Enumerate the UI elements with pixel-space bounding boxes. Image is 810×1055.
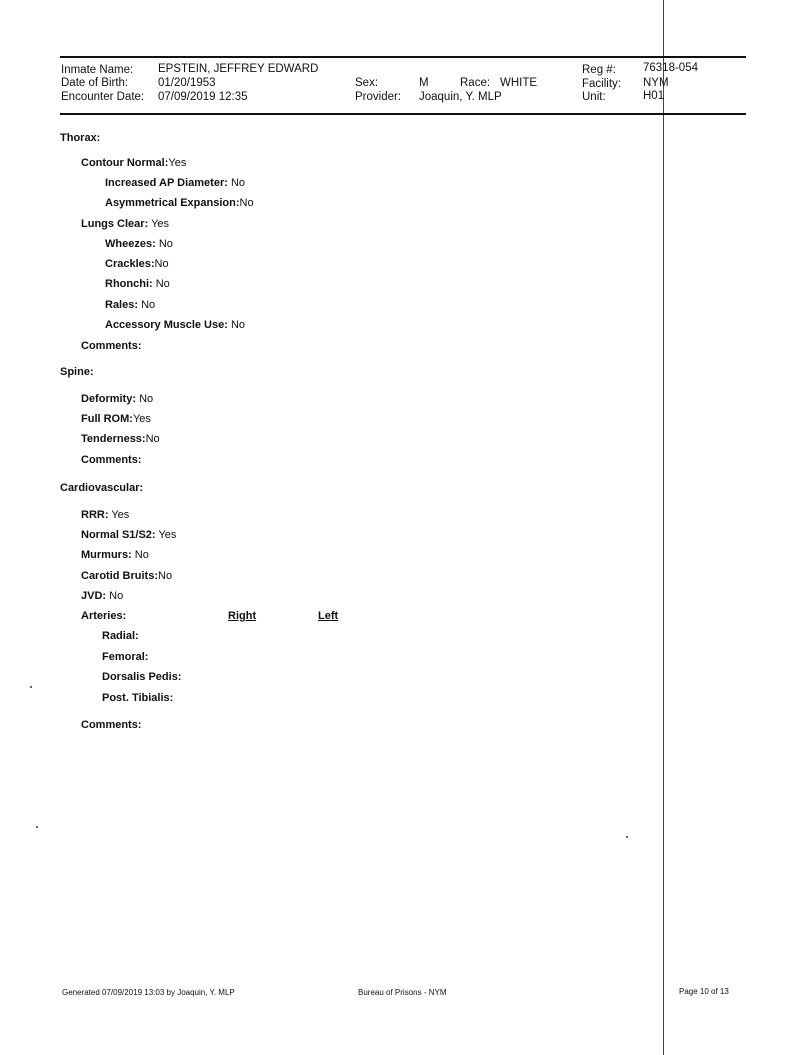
section-title-cardiovascular: Cardiovascular: xyxy=(60,482,144,494)
field-label: Comments: xyxy=(81,454,142,466)
field-value: No xyxy=(230,177,246,189)
field-value: No xyxy=(141,299,156,311)
page-number: Page 10 of 13 xyxy=(679,987,729,996)
field-label: Comments: xyxy=(81,340,142,352)
field-post-tibialis xyxy=(102,692,173,704)
field-arteries xyxy=(81,610,126,622)
field-rhonchi xyxy=(105,278,170,290)
scan-speck xyxy=(30,686,32,688)
field-value: No xyxy=(239,197,254,209)
provider: Joaquin, Y. MLP xyxy=(419,91,502,103)
field-murmurs xyxy=(81,549,149,561)
encounter-date: 07/09/2019 12:35 xyxy=(158,91,248,103)
field-comments xyxy=(81,340,142,352)
field-label: Rales: xyxy=(105,299,139,311)
field-value: No xyxy=(158,238,173,250)
header-bottom-rule xyxy=(60,113,746,115)
field-normal-s1-s2 xyxy=(81,529,176,541)
generated-note: Generated 07/09/2019 13:03 by Joaquin, Y. MLP xyxy=(62,988,235,997)
sex-label: Sex: xyxy=(355,77,379,89)
inmate-name: EPSTEIN, JEFFREY EDWARD xyxy=(158,63,319,75)
sex: M xyxy=(419,77,429,89)
field-label: Asymmetrical Expansion: xyxy=(105,197,240,209)
field-value: Yes xyxy=(168,157,187,169)
field-label: Crackles: xyxy=(105,258,155,270)
field-wheezes xyxy=(105,238,173,250)
field-value: No xyxy=(134,549,149,561)
field-tenderness xyxy=(81,433,160,445)
field-label: Contour Normal: xyxy=(81,157,169,169)
header-top-rule xyxy=(60,56,746,58)
field-label: Radial: xyxy=(102,630,139,642)
field-value: No xyxy=(109,590,124,602)
field-value: No xyxy=(158,570,173,582)
column-header-left: Left xyxy=(318,610,339,622)
field-label: Increased AP Diameter: xyxy=(105,177,228,189)
section-title-spine: Spine: xyxy=(60,366,94,378)
field-comments xyxy=(81,719,142,731)
field-value: Yes xyxy=(132,413,151,425)
dob-label: Date of Birth: xyxy=(61,77,129,89)
provider-label: Provider: xyxy=(355,91,402,103)
field-lungs-clear xyxy=(81,218,169,230)
race: WHITE xyxy=(500,77,538,89)
field-value: No xyxy=(145,433,160,445)
field-label: Post. Tibialis: xyxy=(102,692,174,704)
field-value: No xyxy=(139,393,154,405)
field-label: Accessory Muscle Use: xyxy=(105,319,228,331)
dob: 01/20/1953 xyxy=(158,77,216,89)
field-label: Rhonchi: xyxy=(105,278,153,290)
unit-label: Unit: xyxy=(582,91,606,103)
field-label: JVD: xyxy=(81,590,107,602)
field-value: Yes xyxy=(158,529,177,541)
field-deformity xyxy=(81,393,153,405)
field-carotid-bruits xyxy=(81,570,172,582)
inmate-name-label: Inmate Name: xyxy=(61,64,134,76)
field-label: Carotid Bruits: xyxy=(81,570,158,582)
field-rrr xyxy=(81,509,129,521)
field-label: Wheezes: xyxy=(105,238,156,250)
field-full-rom xyxy=(81,413,151,425)
unit: H01 xyxy=(643,90,665,102)
field-crackles xyxy=(105,258,169,270)
race-label: Race: xyxy=(460,77,491,89)
field-value: No xyxy=(155,278,170,290)
reg-number: 76318-054 xyxy=(643,62,698,74)
scan-line xyxy=(663,0,664,1055)
facility: NYM xyxy=(643,77,669,89)
field-label: Normal S1/S2: xyxy=(81,529,156,541)
field-femoral xyxy=(102,651,148,663)
field-label: Tenderness: xyxy=(81,433,146,445)
field-dorsalis-pedis xyxy=(102,671,181,683)
field-accessory-muscle-use xyxy=(105,319,245,331)
field-label: Deformity: xyxy=(81,393,137,405)
field-label: RRR: xyxy=(81,509,109,521)
field-label: Femoral: xyxy=(102,651,149,663)
field-label: Comments: xyxy=(81,719,142,731)
field-value: No xyxy=(230,319,246,331)
encounter-date-label: Encounter Date: xyxy=(61,91,145,103)
field-radial xyxy=(102,630,139,642)
field-contour-normal xyxy=(81,157,186,169)
column-header-right: Right xyxy=(228,610,257,622)
field-value: Yes xyxy=(151,218,170,230)
field-value: Yes xyxy=(111,509,130,521)
field-rales xyxy=(105,299,155,311)
section-title-thorax: Thorax: xyxy=(60,132,101,144)
facility-label: Facility: xyxy=(582,78,621,90)
field-label: Lungs Clear: xyxy=(81,218,149,230)
field-label: Murmurs: xyxy=(81,549,132,561)
field-value: No xyxy=(154,258,169,270)
bureau-name: Bureau of Prisons - NYM xyxy=(358,988,447,997)
field-comments xyxy=(81,454,142,466)
field-label: Arteries: xyxy=(81,610,127,622)
field-asymmetrical-expansion xyxy=(105,197,254,209)
field-label: Dorsalis Pedis: xyxy=(102,671,182,683)
field-ap-diameter xyxy=(105,177,245,189)
scan-speck xyxy=(626,836,628,838)
field-jvd xyxy=(81,590,123,602)
field-label: Full ROM: xyxy=(81,413,133,425)
scan-speck xyxy=(36,826,38,828)
reg-label: Reg #: xyxy=(582,64,616,76)
